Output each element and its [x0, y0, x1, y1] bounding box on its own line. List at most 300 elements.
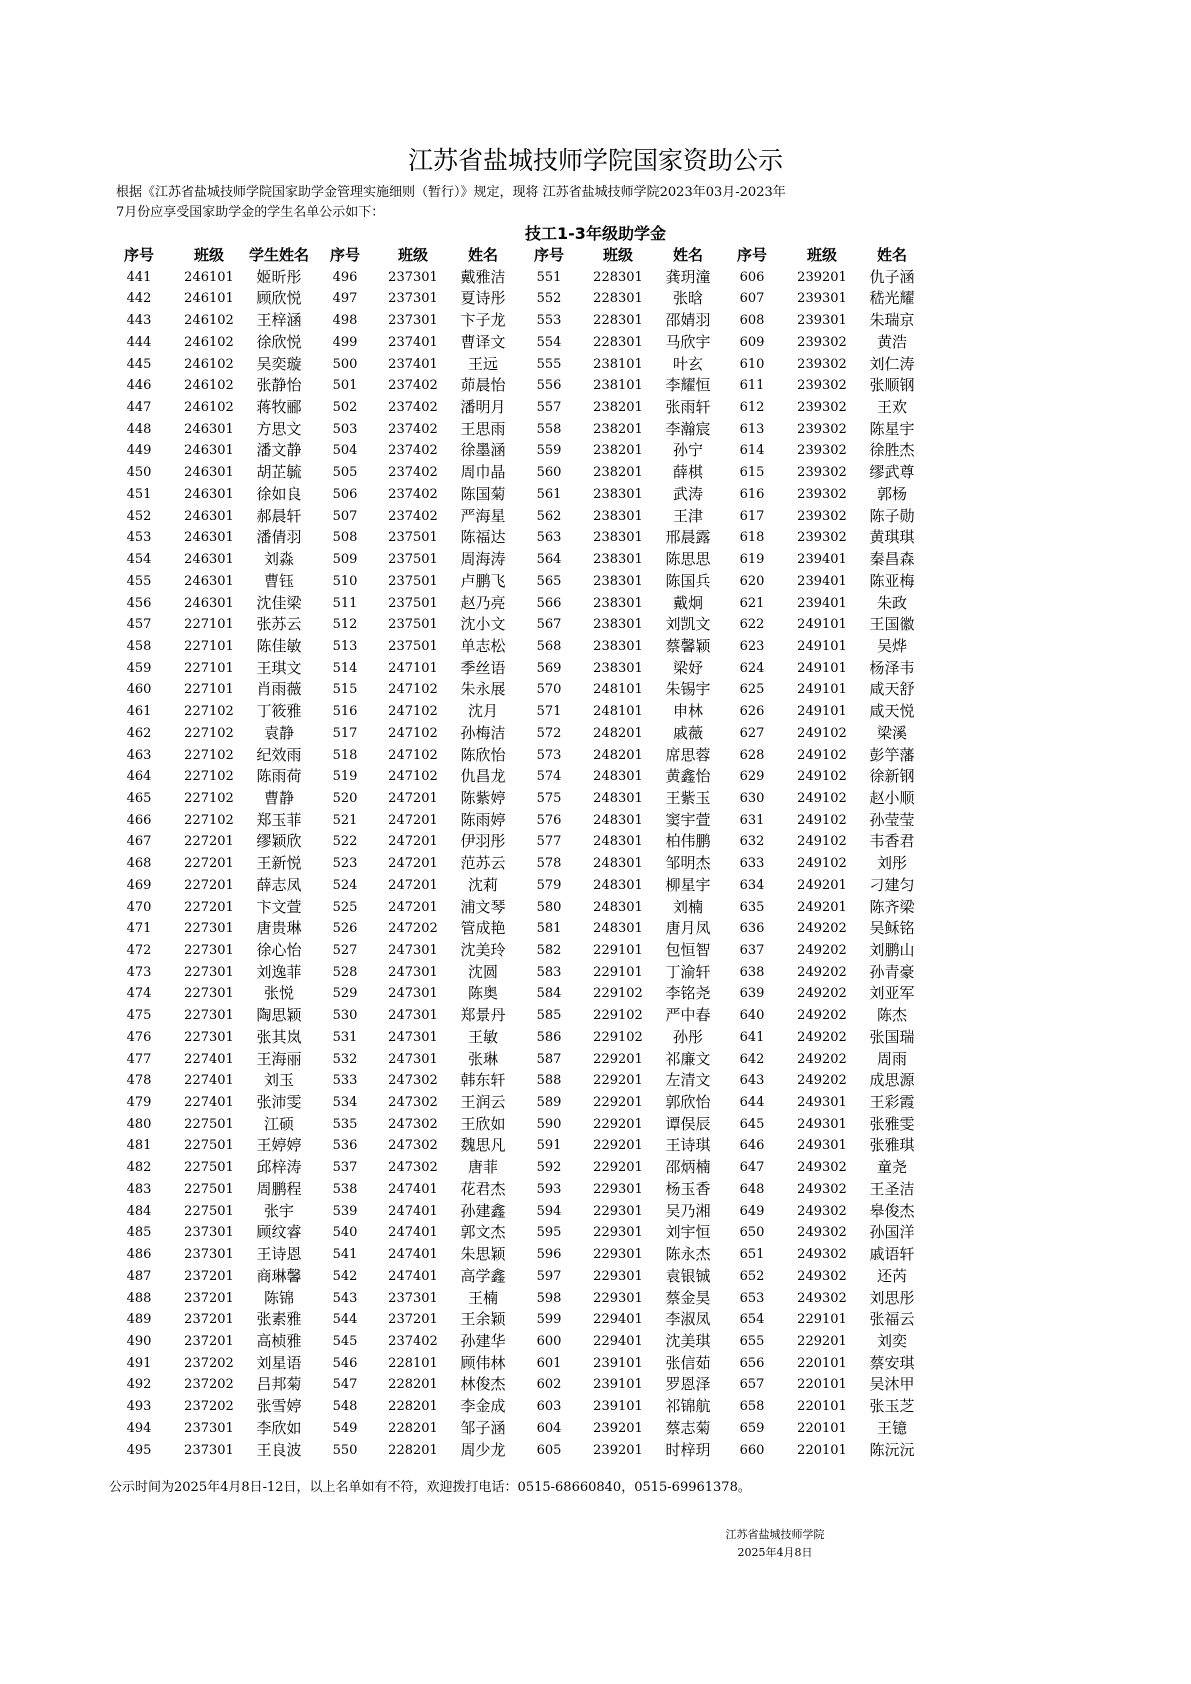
- table-row: [0, 918, 1191, 940]
- cell-name: 赵小顺: [869, 788, 915, 807]
- cell-name: 江硕: [263, 1114, 294, 1133]
- table-row: [0, 375, 1191, 397]
- cell-serial: 454: [126, 552, 152, 568]
- cell-serial: 506: [332, 486, 358, 502]
- cell-serial: 518: [332, 747, 358, 763]
- cell-class: 239201: [797, 269, 847, 285]
- cell-name: 还芮: [876, 1266, 907, 1285]
- cell-name: 陈杰: [876, 1006, 907, 1025]
- cell-class: 239101: [593, 1399, 643, 1415]
- table-row: [0, 1266, 1191, 1288]
- cell-serial: 499: [332, 334, 358, 350]
- cell-class: 246301: [184, 595, 234, 611]
- cell-class: 237202: [184, 1399, 234, 1415]
- cell-class: 229201: [593, 1116, 643, 1132]
- table-row: [0, 419, 1191, 441]
- cell-name: 刘彤: [876, 854, 907, 873]
- cell-class: 238101: [593, 378, 643, 394]
- cell-class: 228201: [388, 1442, 438, 1458]
- cell-name: 陈亚梅: [869, 571, 915, 590]
- student-list-table: [0, 245, 1191, 1461]
- cell-name: 孙彤: [672, 1027, 703, 1046]
- cell-serial: 590: [536, 1116, 562, 1132]
- cell-name: 刘鹏山: [869, 941, 915, 959]
- cell-class: 238201: [593, 400, 643, 416]
- cell-name: 徐墨涵: [460, 441, 506, 460]
- cell-class: 246101: [184, 269, 234, 285]
- cell-name: 沈小文: [460, 615, 506, 634]
- header-name-3: 姓名: [672, 246, 703, 264]
- cell-name: 仇子涵: [869, 267, 915, 286]
- cell-class: 227101: [184, 638, 234, 654]
- cell-class: 237301: [184, 1225, 234, 1241]
- cell-name: 陈星宇: [869, 419, 915, 438]
- cell-name: 王新悦: [256, 854, 302, 873]
- cell-name: 王津: [672, 506, 703, 525]
- cell-serial: 483: [126, 1181, 152, 1197]
- cell-name: 茆晨怡: [460, 376, 506, 395]
- cell-serial: 645: [739, 1116, 765, 1132]
- cell-class: 247201: [388, 877, 438, 893]
- cell-serial: 459: [126, 660, 152, 676]
- cell-class: 247401: [388, 1203, 438, 1219]
- cell-name: 吴稣铭: [869, 919, 915, 938]
- cell-name: 高桢雅: [256, 1331, 302, 1350]
- cell-class: 246301: [184, 465, 234, 481]
- cell-class: 249302: [797, 1290, 847, 1306]
- cell-serial: 607: [739, 291, 765, 307]
- table-row: [0, 983, 1191, 1005]
- cell-name: 李瀚宸: [665, 419, 711, 438]
- cell-name: 沈美玲: [460, 941, 506, 959]
- cell-serial: 448: [126, 421, 152, 437]
- cell-name: 赵乃亮: [460, 593, 506, 612]
- cell-serial: 441: [126, 269, 152, 285]
- cell-serial: 615: [739, 465, 765, 481]
- cell-serial: 481: [126, 1138, 152, 1154]
- cell-name: 吴沐甲: [869, 1375, 915, 1394]
- cell-name: 卞文萱: [256, 897, 302, 916]
- cell-name: 管成艳: [460, 919, 506, 938]
- cell-serial: 601: [536, 1355, 562, 1371]
- cell-name: 黄鑫怡: [665, 767, 711, 786]
- cell-serial: 484: [126, 1203, 152, 1219]
- cell-name: 成思源: [869, 1071, 915, 1090]
- cell-serial: 612: [739, 400, 765, 416]
- cell-serial: 472: [126, 943, 152, 958]
- cell-name: 林俊杰: [460, 1375, 506, 1394]
- cell-class: 220101: [797, 1442, 847, 1458]
- cell-name: 席思蓉: [665, 745, 711, 764]
- cell-name: 陈欣怡: [460, 745, 506, 764]
- cell-class: 247102: [388, 704, 438, 720]
- cell-name: 朱政: [876, 593, 907, 612]
- cell-name: 张雪婷: [256, 1397, 302, 1416]
- cell-name: 张晗: [672, 289, 703, 308]
- cell-name: 刘楠: [672, 897, 703, 916]
- cell-serial: 642: [739, 1051, 765, 1067]
- cell-name: 朱瑞京: [869, 311, 915, 330]
- cell-class: 237201: [184, 1290, 234, 1306]
- cell-serial: 579: [536, 877, 562, 893]
- cell-class: 238301: [593, 486, 643, 502]
- cell-class: 229101: [593, 943, 643, 958]
- cell-name: 姬昕彤: [256, 267, 302, 286]
- header-serial-2: 序号: [329, 246, 360, 264]
- cell-serial: 585: [536, 1008, 562, 1024]
- cell-name: 彭竽藩: [869, 745, 915, 764]
- cell-class: 239302: [797, 356, 847, 372]
- cell-name: 黄琪琪: [869, 528, 915, 547]
- cell-class: 239302: [797, 400, 847, 416]
- cell-name: 陈国兵: [665, 571, 711, 590]
- table-row: [0, 1222, 1191, 1244]
- cell-name: 商琳馨: [256, 1266, 302, 1285]
- cell-serial: 493: [126, 1399, 152, 1415]
- cell-serial: 626: [739, 704, 765, 720]
- cell-serial: 586: [536, 1029, 562, 1045]
- cell-serial: 524: [332, 877, 358, 893]
- cell-class: 229401: [593, 1312, 643, 1328]
- cell-serial: 581: [536, 921, 562, 937]
- cell-serial: 634: [739, 877, 765, 893]
- cell-serial: 463: [126, 747, 152, 763]
- cell-serial: 605: [536, 1442, 562, 1458]
- cell-name: 黄浩: [876, 332, 907, 351]
- cell-serial: 515: [332, 682, 358, 698]
- cell-class: 249202: [797, 964, 847, 980]
- cell-class: 237301: [388, 291, 438, 307]
- cell-name: 张沛雯: [256, 1093, 302, 1112]
- cell-class: 227201: [184, 856, 234, 872]
- cell-name: 吴奕璇: [256, 354, 302, 373]
- cell-serial: 648: [739, 1181, 765, 1197]
- cell-serial: 657: [739, 1377, 765, 1393]
- cell-class: 247301: [388, 1051, 438, 1067]
- cell-serial: 482: [126, 1160, 152, 1176]
- cell-name: 胡芷毓: [256, 463, 302, 482]
- cell-serial: 498: [332, 313, 358, 329]
- cell-name: 季丝语: [460, 658, 506, 677]
- cell-class: 246102: [184, 378, 234, 394]
- cell-class: 229301: [593, 1290, 643, 1306]
- cell-class: 247201: [388, 812, 438, 828]
- cell-class: 247301: [388, 1029, 438, 1045]
- cell-serial: 600: [536, 1333, 562, 1349]
- cell-serial: 527: [332, 943, 358, 958]
- cell-name: 陈紫婷: [460, 788, 506, 807]
- cell-class: 227201: [184, 877, 234, 893]
- cell-class: 249302: [797, 1181, 847, 1197]
- cell-serial: 460: [126, 682, 152, 698]
- cell-name: 张雅琪: [869, 1136, 915, 1155]
- cell-class: 237402: [388, 486, 438, 502]
- cell-name: 王思雨: [460, 419, 506, 438]
- cell-serial: 510: [332, 573, 358, 589]
- cell-name: 王楠: [467, 1288, 498, 1307]
- cell-name: 刘奕: [876, 1331, 907, 1350]
- cell-class: 229102: [593, 986, 643, 1002]
- cell-class: 237402: [388, 421, 438, 437]
- cell-class: 237501: [388, 638, 438, 654]
- cell-serial: 465: [126, 790, 152, 806]
- table-row: [0, 1396, 1191, 1418]
- header-name-1: 学生姓名: [248, 246, 309, 264]
- cell-serial: 589: [536, 1095, 562, 1111]
- table-row: [0, 788, 1191, 810]
- cell-class: 228301: [593, 269, 643, 285]
- cell-name: 薛志凤: [256, 875, 302, 894]
- cell-name: 韦香君: [869, 832, 915, 851]
- cell-class: 249202: [797, 921, 847, 937]
- cell-class: 237202: [184, 1355, 234, 1371]
- cell-name: 左清文: [665, 1071, 711, 1090]
- cell-class: 237402: [388, 443, 438, 459]
- cell-serial: 466: [126, 812, 152, 828]
- header-serial-4: 序号: [736, 246, 767, 264]
- cell-serial: 635: [739, 899, 765, 915]
- cell-serial: 545: [332, 1333, 358, 1349]
- cell-serial: 456: [126, 595, 152, 611]
- cell-name: 王紫玉: [665, 788, 711, 807]
- cell-serial: 627: [739, 725, 765, 741]
- cell-class: 247301: [388, 986, 438, 1002]
- cell-class: 246301: [184, 530, 234, 546]
- cell-name: 陈永杰: [665, 1245, 711, 1264]
- cell-class: 249201: [797, 899, 847, 915]
- cell-name: 王欢: [876, 398, 907, 417]
- cell-name: 郝晨轩: [256, 506, 302, 525]
- table-title: 技工1-3年级助学金: [525, 224, 666, 243]
- cell-name: 丁筱雅: [256, 702, 302, 721]
- table-row: [0, 1201, 1191, 1223]
- cell-serial: 533: [332, 1073, 358, 1089]
- cell-class: 220101: [797, 1399, 847, 1415]
- cell-class: 249101: [797, 617, 847, 633]
- cell-name: 刘凯文: [665, 615, 711, 634]
- cell-name: 陶思颖: [256, 1006, 302, 1025]
- signature-organization: 江苏省盐城技师学院: [725, 1528, 825, 1541]
- cell-serial: 549: [332, 1420, 358, 1436]
- cell-class: 239401: [797, 573, 847, 589]
- cell-name: 陈雨荷: [256, 767, 302, 786]
- cell-name: 张宇: [263, 1201, 294, 1220]
- cell-serial: 640: [739, 1008, 765, 1024]
- cell-serial: 443: [126, 313, 152, 329]
- cell-serial: 535: [332, 1116, 358, 1132]
- cell-serial: 571: [536, 704, 562, 720]
- cell-name: 戴雅洁: [460, 267, 506, 286]
- cell-name: 曹译文: [460, 332, 506, 351]
- cell-name: 杨泽韦: [869, 658, 915, 677]
- cell-name: 张顺钢: [869, 376, 915, 395]
- cell-serial: 597: [536, 1268, 562, 1284]
- cell-serial: 478: [126, 1073, 152, 1089]
- cell-class: 249101: [797, 660, 847, 676]
- cell-serial: 577: [536, 834, 562, 850]
- cell-class: 227301: [184, 986, 234, 1002]
- table-row: [0, 940, 1191, 962]
- cell-serial: 543: [332, 1290, 358, 1306]
- cell-serial: 582: [536, 943, 562, 958]
- cell-serial: 557: [536, 400, 562, 416]
- cell-name: 张信茹: [665, 1353, 711, 1372]
- cell-name: 刘亚军: [869, 984, 915, 1003]
- cell-name: 张玉芝: [869, 1397, 915, 1416]
- cell-class: 237301: [184, 1420, 234, 1436]
- cell-name: 张素雅: [256, 1310, 302, 1329]
- cell-name: 申林: [672, 702, 703, 721]
- cell-serial: 485: [126, 1225, 152, 1241]
- table-row: [0, 1331, 1191, 1353]
- cell-serial: 556: [536, 378, 562, 394]
- cell-class: 249101: [797, 638, 847, 654]
- cell-serial: 503: [332, 421, 358, 437]
- cell-serial: 629: [739, 769, 765, 785]
- table-row: [0, 766, 1191, 788]
- cell-class: 229102: [593, 1008, 643, 1024]
- cell-name: 徐欣悦: [256, 332, 302, 351]
- cell-class: 246301: [184, 573, 234, 589]
- cell-class: 227201: [184, 834, 234, 850]
- cell-serial: 488: [126, 1290, 152, 1306]
- cell-serial: 617: [739, 508, 765, 524]
- cell-class: 237401: [388, 356, 438, 372]
- table-row: [0, 288, 1191, 310]
- cell-class: 247401: [388, 1181, 438, 1197]
- cell-name: 卢鹏飞: [460, 571, 506, 590]
- cell-class: 246301: [184, 421, 234, 437]
- cell-name: 戚薇: [672, 723, 703, 742]
- cell-name: 顾纹睿: [256, 1223, 302, 1242]
- cell-class: 249202: [797, 943, 847, 958]
- cell-class: 229201: [593, 1160, 643, 1176]
- cell-class: 247102: [388, 682, 438, 698]
- cell-class: 229301: [593, 1268, 643, 1284]
- cell-class: 247201: [388, 899, 438, 915]
- cell-name: 张悦: [263, 984, 294, 1003]
- cell-class: 249101: [797, 704, 847, 720]
- cell-name: 李欣如: [256, 1418, 302, 1437]
- cell-name: 刘玉: [263, 1071, 294, 1090]
- cell-class: 239201: [593, 1420, 643, 1436]
- cell-serial: 526: [332, 921, 358, 937]
- cell-class: 246102: [184, 334, 234, 350]
- cell-serial: 625: [739, 682, 765, 698]
- cell-serial: 486: [126, 1247, 152, 1263]
- cell-class: 227301: [184, 964, 234, 980]
- cell-class: 227401: [184, 1073, 234, 1089]
- cell-name: 孙国洋: [869, 1223, 915, 1242]
- cell-name: 郭杨: [876, 484, 907, 503]
- cell-name: 周少龙: [460, 1440, 506, 1459]
- cell-serial: 464: [126, 769, 152, 785]
- cell-class: 247102: [388, 747, 438, 763]
- cell-class: 220101: [797, 1355, 847, 1371]
- cell-serial: 621: [739, 595, 765, 611]
- cell-class: 227301: [184, 1029, 234, 1045]
- cell-serial: 467: [126, 834, 152, 850]
- cell-name: 张苏云: [256, 615, 302, 634]
- cell-serial: 532: [332, 1051, 358, 1067]
- cell-name: 顾伟林: [460, 1353, 506, 1372]
- cell-class: 227102: [184, 747, 234, 763]
- cell-serial: 565: [536, 573, 562, 589]
- cell-serial: 567: [536, 617, 562, 633]
- cell-class: 249102: [797, 769, 847, 785]
- cell-serial: 474: [126, 986, 152, 1002]
- cell-name: 潘文静: [256, 441, 302, 460]
- cell-class: 227301: [184, 921, 234, 937]
- cell-class: 229201: [593, 1138, 643, 1154]
- cell-class: 239101: [593, 1355, 643, 1371]
- cell-name: 浦文琴: [460, 897, 506, 916]
- cell-class: 239401: [797, 595, 847, 611]
- cell-name: 严中春: [665, 1006, 711, 1025]
- cell-name: 唐菲: [467, 1158, 498, 1177]
- cell-serial: 476: [126, 1029, 152, 1045]
- table-row: [0, 853, 1191, 875]
- cell-name: 陈锦: [263, 1288, 294, 1307]
- cell-name: 嵇光耀: [869, 289, 915, 308]
- cell-class: 237201: [184, 1333, 234, 1349]
- cell-serial: 647: [739, 1160, 765, 1176]
- cell-class: 247302: [388, 1116, 438, 1132]
- cell-serial: 520: [332, 790, 358, 806]
- cell-name: 梁妤: [672, 658, 703, 677]
- table-row: [0, 1027, 1191, 1049]
- cell-serial: 541: [332, 1247, 358, 1263]
- cell-class: 227201: [184, 899, 234, 915]
- table-row: [0, 679, 1191, 701]
- table-row: [0, 527, 1191, 549]
- cell-name: 王润云: [460, 1093, 506, 1112]
- cell-serial: 596: [536, 1247, 562, 1263]
- cell-serial: 570: [536, 682, 562, 698]
- header-class-4: 班级: [806, 246, 837, 264]
- cell-name: 高学鑫: [460, 1266, 506, 1285]
- cell-class: 237501: [388, 573, 438, 589]
- cell-class: 227102: [184, 812, 234, 828]
- cell-name: 徐心怡: [256, 941, 302, 959]
- cell-name: 曹钰: [263, 571, 294, 590]
- cell-class: 220101: [797, 1377, 847, 1393]
- table-row: [0, 1309, 1191, 1331]
- cell-name: 王镱: [876, 1418, 907, 1437]
- cell-class: 227501: [184, 1138, 234, 1154]
- cell-serial: 531: [332, 1029, 358, 1045]
- cell-serial: 473: [126, 964, 152, 980]
- table-row: [0, 1374, 1191, 1396]
- table-row: [0, 962, 1191, 984]
- cell-class: 249202: [797, 1073, 847, 1089]
- cell-serial: 654: [739, 1312, 765, 1328]
- cell-class: 248301: [593, 812, 643, 828]
- cell-name: 张国瑞: [869, 1027, 915, 1046]
- cell-class: 227102: [184, 769, 234, 785]
- intro-line-2: 7月份应享受国家助学金的学生名单公示如下：: [116, 205, 385, 220]
- cell-serial: 513: [332, 638, 358, 654]
- cell-class: 239302: [797, 465, 847, 481]
- cell-name: 唐贵琳: [256, 919, 302, 938]
- cell-name: 蔡金昊: [665, 1288, 711, 1307]
- cell-serial: 592: [536, 1160, 562, 1176]
- cell-name: 沈莉: [467, 875, 498, 894]
- cell-name: 周巾晶: [460, 463, 506, 482]
- table-row: [0, 1005, 1191, 1027]
- cell-serial: 462: [126, 725, 152, 741]
- cell-name: 武涛: [672, 484, 703, 503]
